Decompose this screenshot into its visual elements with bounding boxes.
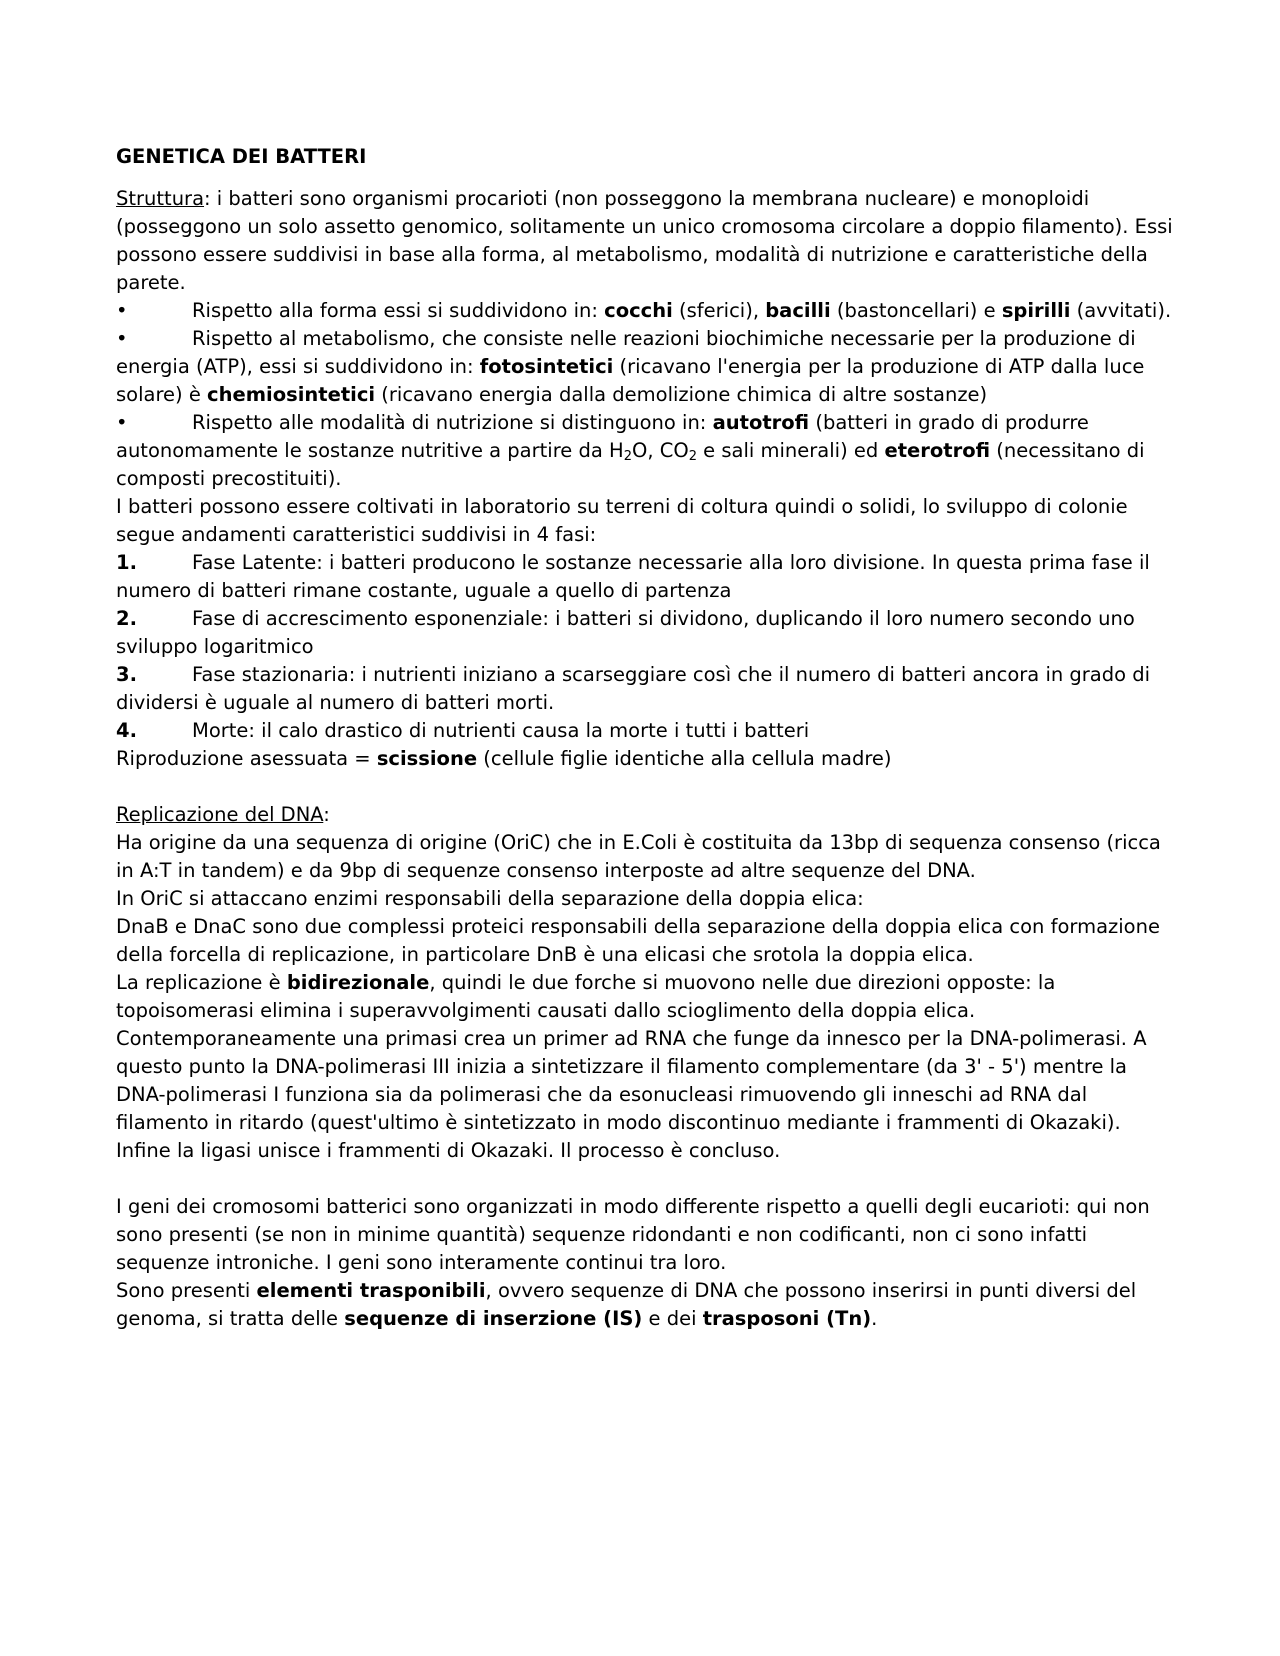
bullet-marker: • — [116, 411, 128, 434]
text: O, CO — [631, 439, 689, 462]
text: Rispetto al metabolismo, che consiste nelle reazioni biochimiche necessarie per la produzione di energia (ATP), essi si suddividono in: — [116, 327, 1136, 378]
phase-item — [116, 605, 1176, 661]
keyword: bidirezionale — [286, 971, 430, 994]
phase-text: Fase di accrescimento esponenziale: i batteri si dividono, duplicando il loro numero secondo uno sviluppo logaritmico — [116, 607, 1135, 658]
text: (bastoncellari) e — [830, 299, 1002, 322]
text: (avvitati). — [1070, 299, 1172, 322]
text: (ricavano energia dalla demolizione chimica di altre sostanze) — [375, 383, 988, 406]
text: (necessitano di composti precostituiti). — [116, 439, 1145, 490]
paragraph-reproduction — [116, 745, 1176, 773]
keyword: autotrofi — [712, 411, 810, 434]
paragraph-origin: Ha origine da una sequenza di origine (OriC) che in E.Coli è costituita da 13bp di sequenza consenso (ricca in A:T in tandem) e da 9bp di sequenze consenso interposte ad altre sequenze del DNA. — [116, 831, 1161, 882]
text: (sferici), — [672, 299, 766, 322]
phase-text: Fase stazionaria: i nutrienti iniziano a scarseggiare così che il numero di batteri ancora in grado di dividersi è uguale al numero di batteri morti. — [116, 663, 1151, 714]
phase-number: 4. — [116, 719, 137, 742]
section-heading-replication — [116, 801, 1176, 829]
doc-title: GENETICA DEI BATTERI — [116, 145, 367, 168]
keyword: chemiosintetici — [207, 383, 376, 406]
keyword: bacilli — [765, 299, 831, 322]
text: (batteri in grado di produrre autonomamente le sostanze nutritive a partire da H — [116, 411, 1089, 462]
text: Rispetto alle modalità di nutrizione si distinguono in: — [192, 411, 713, 434]
paragraph-dnab: DnaB e DnaC sono due complessi proteici responsabili della separazione della doppia elica con formazione della forcella di replicazione, in particolare DnB è una elicasi che srotola la doppia elica. — [116, 915, 1160, 966]
paragraph-structure — [116, 185, 1176, 297]
paragraph-genes: I geni dei cromosomi batterici sono organizzati in modo differente rispetto a quelli degli eucarioti: qui non sono presenti (se non in minime quantità) sequenze ridondanti e non codificanti, non ci sono infatti sequenze introniche. I geni sono interamente continui tra loro. — [116, 1195, 1150, 1274]
phase-number: 3. — [116, 663, 137, 686]
keyword: fotosintetici — [479, 355, 614, 378]
paragraph-oric: In OriC si attaccano enzimi responsabili della separazione della doppia elica: — [116, 887, 864, 910]
keyword: trasposoni (Tn) — [702, 1307, 872, 1330]
text: e dei — [642, 1307, 703, 1330]
keyword: sequenze di inserzione (IS) — [344, 1307, 643, 1330]
phase-item — [116, 661, 1176, 717]
bullet-marker: • — [116, 327, 128, 350]
text: , ovvero sequenze di DNA che possono inserirsi in punti diversi del genoma, si tratta delle — [116, 1279, 1137, 1330]
phase-number: 2. — [116, 607, 137, 630]
keyword: cocchi — [604, 299, 673, 322]
phase-text: Fase Latente: i batteri producono le sostanze necessarie alla loro divisione. In questa prima fase il numero di batteri rimane costante, uguale a quello di partenza — [116, 551, 1150, 602]
paragraph-bidirectional — [116, 969, 1176, 1165]
bullet-shape — [116, 297, 1176, 325]
text: : — [323, 803, 330, 826]
document-page — [116, 143, 1176, 1333]
text: (cellule figlie identiche alla cellula madre) — [477, 747, 892, 770]
keyword: scissione — [376, 747, 478, 770]
phase-item — [116, 549, 1176, 605]
section-label-structure: Struttura — [116, 187, 205, 210]
text: e sali minerali) ed — [696, 439, 885, 462]
text: (ricavano l'energia per la produzione di ATP dalla luce solare) è — [116, 355, 1145, 406]
bullet-nutrition — [116, 409, 1176, 493]
paragraph-transposons — [116, 1277, 1176, 1333]
keyword: eterotrofi — [884, 439, 991, 462]
keyword: spirilli — [1001, 299, 1071, 322]
phase-text: Morte: il calo drastico di nutrienti causa la morte i tutti i batteri — [192, 719, 810, 742]
keyword: elementi trasponibili — [256, 1279, 486, 1302]
bullet-metabolism — [116, 325, 1176, 409]
phase-number: 1. — [116, 551, 137, 574]
subscript: 2 — [688, 449, 697, 464]
paragraph-text: : i batteri sono organismi procarioti (non posseggono la membrana nucleare) e monoploidi (posseggono un solo assetto genomico, solitamente un unico cromosoma circolare a doppio filamento). Essi possono essere suddivisi in base alla forma, al metabolismo, modalità di nutrizione e caratteristiche della parete. — [116, 187, 1173, 294]
subscript: 2 — [623, 449, 632, 464]
text: Sono presenti — [116, 1279, 257, 1302]
spacer — [116, 773, 1176, 801]
text: . — [871, 1307, 878, 1330]
bullet-marker: • — [116, 299, 128, 322]
text: Rispetto alla forma essi si suddividono in: — [192, 299, 605, 322]
section-label-replication: Replicazione del DNA — [116, 803, 324, 826]
phase-item — [116, 717, 1176, 745]
spacer — [116, 1165, 1176, 1193]
paragraph-cultivation: I batteri possono essere coltivati in laboratorio su terreni di coltura quindi o solidi, lo sviluppo di colonie segue andamenti caratteristici suddivisi in 4 fasi: — [116, 495, 1128, 546]
text: La replicazione è — [116, 971, 287, 994]
text: , quindi le due forche si muovono nelle due direzioni opposte: la topoisomerasi elimina i superavvolgimenti causati dallo scioglimento della doppia elica. Contemporaneamente una primasi crea un primer ad RNA che funge da innesco per la DNA-polimerasi. A questo punto la DNA-polimerasi III inizia a sintetizzare il filamento complementare (da 3' - 5') mentre la DNA-polimerasi I funziona sia da polimerasi che da esonucleasi rimuovendo gli inneschi ad RNA dal filamento in ritardo (quest'ultimo è sintetizzato in modo discontinuo mediante i frammenti di Okazaki). Infine la ligasi unisce i frammenti di Okazaki. Il processo è concluso. — [116, 971, 1147, 1162]
text: Riproduzione asessuata = — [116, 747, 377, 770]
